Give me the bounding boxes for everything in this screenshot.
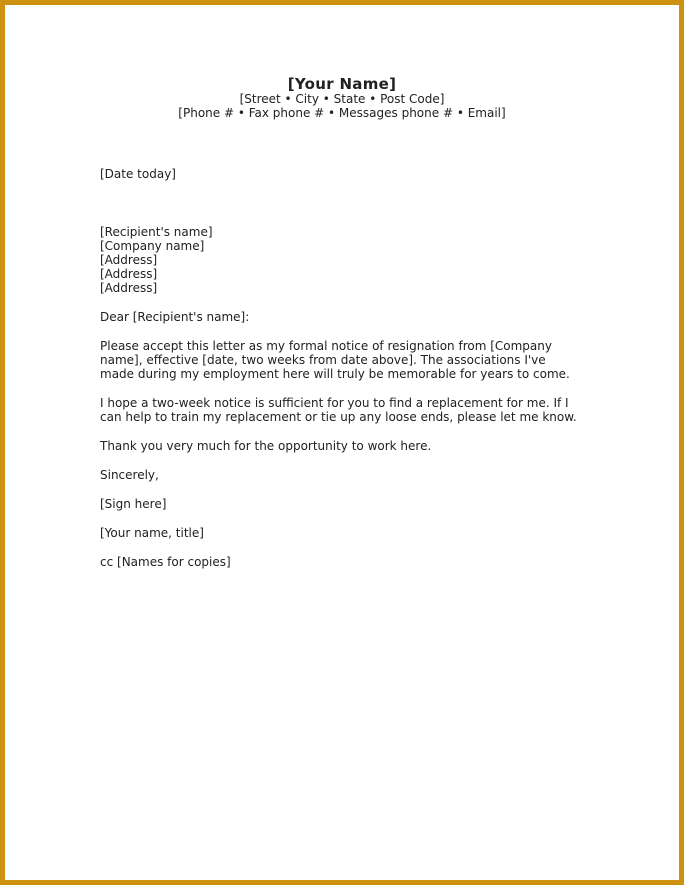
signature-placeholder: [Sign here]: [100, 497, 167, 511]
date-line: [Date today]: [100, 167, 176, 181]
salutation-line: Dear [Recipient's name]:: [100, 310, 250, 324]
body-paragraph: Thank you very much for the opportunity to work here.: [100, 439, 432, 453]
letter-header: [5, 5, 679, 120]
letter-body: [5, 167, 679, 569]
sender-name: [Your Name]: [287, 75, 397, 93]
recipient-company-line: [Company name]: [100, 239, 205, 253]
body-paragraph: Please accept this letter as my formal notice of resignation from [Company name], effective [date, two weeks from date above]. The associations I've made during my employment here will truly be memorable for years to come.: [100, 339, 570, 381]
recipient-address-line: [Address]: [100, 267, 158, 281]
sender-contact-line: [Phone # • Fax phone # • Messages phone # • Email]: [178, 106, 506, 120]
recipient-address-line: [Address]: [100, 281, 158, 295]
recipient-address-line: [Address]: [100, 253, 158, 267]
recipient-name-line: [Recipient's name]: [100, 225, 213, 239]
cc-line: cc [Names for copies]: [100, 555, 231, 569]
body-paragraph: I hope a two-week notice is sufficient for you to find a replacement for me. If I can help to train my replacement or tie up any loose ends, please let me know.: [100, 396, 577, 424]
sender-address-line: [Street • City • State • Post Code]: [239, 92, 445, 106]
closing-line: Sincerely,: [100, 468, 159, 482]
recipient-block: [100, 225, 584, 295]
name-title-placeholder: [Your name, title]: [100, 526, 204, 540]
